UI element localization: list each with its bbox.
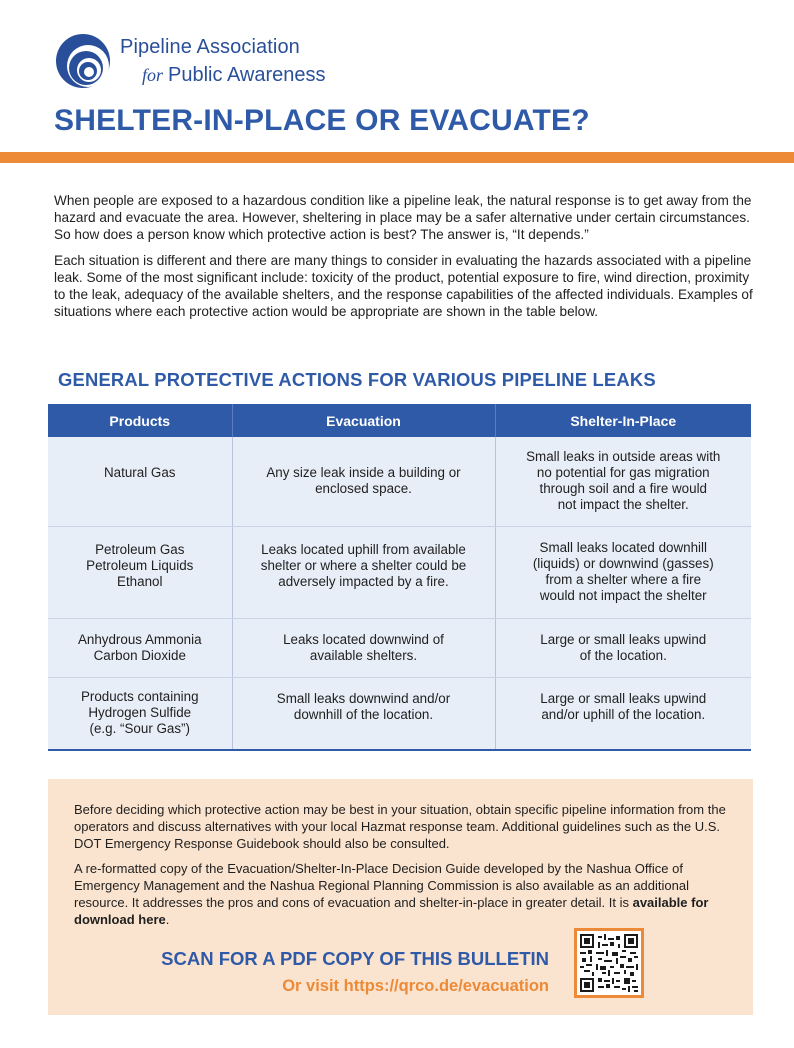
organization-logo: [54, 28, 374, 98]
cell-line: from a shelter where a fire: [545, 572, 702, 587]
products-cell: [48, 526, 232, 618]
cell-line: Small leaks in outside areas with: [526, 449, 721, 465]
shelter-cell: [495, 677, 751, 750]
cell-line: enclosed space.: [315, 481, 412, 497]
logo-text-for: for: [142, 65, 164, 85]
cell-line: through soil and a fire would: [539, 481, 707, 497]
column-header-shelter-in-place: Shelter-In-Place: [495, 404, 751, 437]
shelter-cell: [495, 618, 751, 677]
cell-line: Leaks located downwind of: [283, 631, 444, 647]
cell-line: Hydrogen Sulfide: [88, 705, 192, 721]
cell-line: downhill of the location.: [293, 706, 434, 722]
cell-line: Carbon Dioxide: [93, 647, 186, 663]
cell-line: would not impact the shelter: [539, 588, 707, 603]
note-paragraph-1: Before deciding which protective action may be best in your situation, obtain specific pipeline information from the operators and discuss alternatives with your local Hazmat response team. Additional guidelines such as the U.S. DOT Emergency Response Guidebook should also be consulted.: [74, 802, 726, 851]
table-header-row: [48, 404, 751, 437]
cell-line: available shelters.: [309, 647, 418, 663]
cell-line: Large or small leaks upwind: [540, 631, 707, 647]
cell-line: not impact the shelter.: [557, 497, 689, 513]
table-row: [48, 526, 751, 618]
products-cell: [48, 618, 232, 677]
cell-line: of the location.: [579, 647, 667, 663]
products-cell: [48, 437, 232, 526]
cell-line: (liquids) or downwind (gasses): [532, 556, 714, 571]
cell-line: Small leaks downwind and/or: [276, 690, 451, 706]
logo-text-line1: Pipeline Association: [120, 36, 300, 58]
evacuation-cell: [232, 618, 495, 677]
logo-mark-icon: [54, 30, 112, 92]
note-paragraph-2-end: .: [165, 912, 170, 927]
cell-line: Petroleum Liquids: [86, 557, 194, 573]
cell-line: shelter or where a shelter could be: [260, 557, 467, 573]
table-row: [48, 437, 751, 526]
scan-title: SCAN FOR A PDF COPY OF THIS BULLETIN: [161, 948, 549, 969]
download-link[interactable]: available for download here: [74, 895, 709, 927]
table-title: GENERAL PROTECTIVE ACTIONS FOR VARIOUS PIPELINE LEAKS: [58, 369, 656, 390]
cell-line: (e.g. “Sour Gas”): [89, 721, 190, 737]
note-paragraph-2-text: A re-formatted copy of the Evacuation/Shelter-In-Place Decision Guide developed by the Nashua Office of Emergency Management and the Nashua Regional Planning Commission is also available as an additional resource. It addresses the pros and cons of evacuation and shelter-in-place in greater detail. It is: [74, 861, 689, 910]
page-title: SHELTER-IN-PLACE OR EVACUATE?: [54, 104, 590, 137]
cell-line: Anhydrous Ammonia: [77, 631, 202, 647]
cell-line: Natural Gas: [104, 465, 176, 480]
cell-line: adversely impacted by a fire.: [278, 573, 449, 589]
guidance-note-box: [48, 779, 753, 1015]
cell-line: Large or small leaks upwind: [540, 690, 707, 706]
note-paragraph-2: [74, 860, 734, 928]
evacuation-cell: [232, 437, 495, 526]
logo-text-line2: [142, 64, 326, 87]
logo-text-public-awareness: Public Awareness: [168, 64, 326, 86]
column-header-products: Products: [48, 404, 232, 437]
intro-paragraph-2: Each situation is different and there are many things to consider in evaluating the hazards associated with a pipeline leak. Some of the most significant include: toxicity of the product, potential exposure to fire, wind direction, proximity to the leak, adequacy of the available shelters, and the response capabilities of the affected individuals. Examples of situations where each protective action would be appropriate are shown in the table below.: [54, 253, 753, 319]
cell-line: Small leaks located downhill: [539, 540, 707, 555]
cell-line: Petroleum Gas: [95, 541, 185, 557]
intro-section: [54, 192, 754, 329]
qr-code-icon: [580, 934, 638, 992]
intro-paragraph-1: When people are exposed to a hazardous condition like a pipeline leak, the natural response is to get away from the hazard and evacuate the area. However, sheltering in place may be a safer alternative under certain circumstances. So how does a person know which protective action is best? The answer is, “It depends.”: [54, 193, 752, 242]
shelter-cell: [495, 437, 751, 526]
shelter-cell: [495, 526, 751, 618]
table-row: [48, 677, 751, 750]
guidance-note-text: [74, 801, 734, 936]
cell-line: Products containing: [80, 689, 199, 705]
bulletin-url-link[interactable]: Or visit https://qrco.de/evacuation: [282, 977, 549, 995]
cell-line: Any size leak inside a building or: [266, 465, 461, 481]
header-divider: [0, 152, 794, 163]
products-cell: [48, 677, 232, 750]
cell-line: Ethanol: [117, 573, 163, 589]
column-header-evacuation: Evacuation: [232, 404, 495, 437]
cell-line: and/or uphill of the location.: [541, 706, 706, 722]
evacuation-cell: [232, 677, 495, 750]
evacuation-cell: [232, 526, 495, 618]
protective-actions-table: [48, 404, 751, 751]
table-row: [48, 618, 751, 677]
qr-code[interactable]: [574, 928, 644, 998]
cell-line: Leaks located uphill from available: [261, 541, 466, 557]
cell-line: no potential for gas migration: [536, 465, 710, 481]
